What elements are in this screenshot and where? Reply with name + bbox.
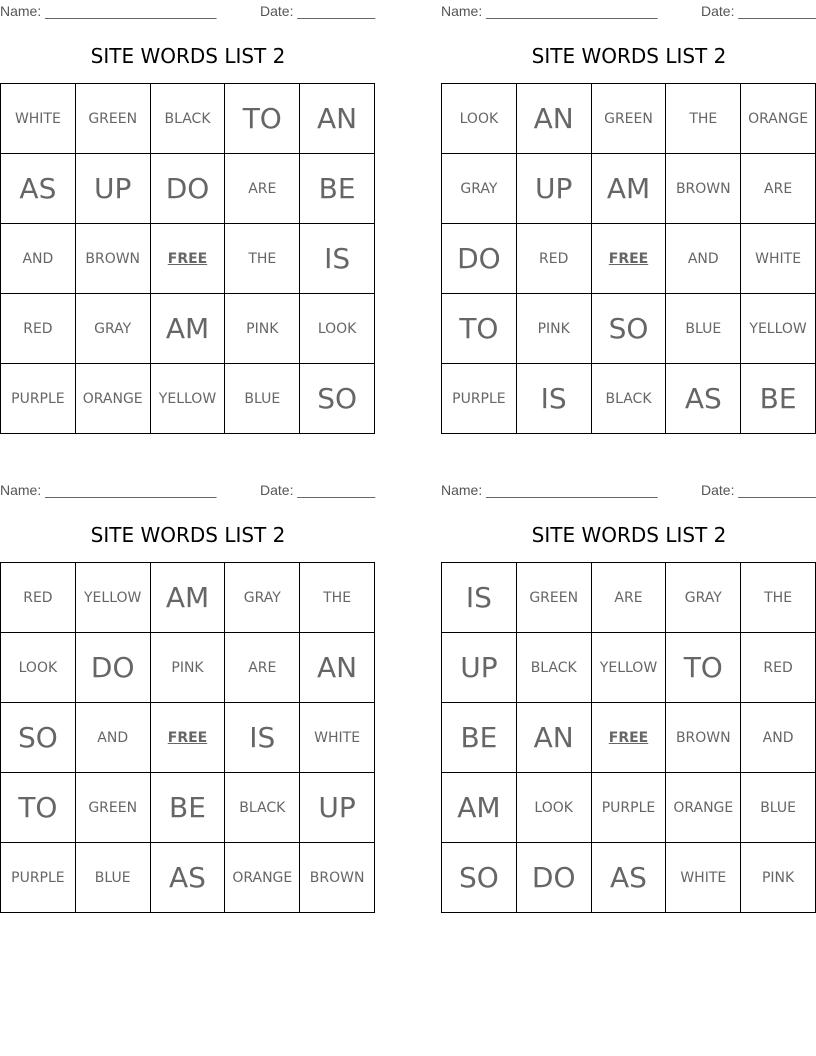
bingo-cell[interactable]: THE [666, 84, 741, 154]
free-space-cell[interactable]: FREE [151, 703, 226, 773]
bingo-cell[interactable]: BLUE [666, 294, 741, 364]
bingo-cell[interactable]: WHITE [741, 224, 816, 294]
bingo-cell[interactable]: ARE [741, 154, 816, 224]
bingo-cell[interactable]: RED [1, 563, 76, 633]
bingo-cell[interactable]: TO [442, 294, 517, 364]
card-title: SITE WORDS LIST 2 [531, 44, 727, 68]
bingo-cell[interactable]: ORANGE [666, 773, 741, 843]
bingo-cell[interactable]: PURPLE [1, 843, 76, 913]
bingo-cell[interactable]: ORANGE [225, 843, 300, 913]
bingo-cell[interactable]: YELLOW [592, 633, 667, 703]
bingo-cell[interactable]: BE [741, 364, 816, 434]
bingo-cell[interactable]: UP [442, 633, 517, 703]
bingo-cell[interactable]: AS [592, 843, 667, 913]
card-title: SITE WORDS LIST 2 [531, 523, 727, 547]
bingo-cell[interactable]: PINK [741, 843, 816, 913]
bingo-cell[interactable]: AM [592, 154, 667, 224]
card-header [0, 3, 376, 19]
bingo-cell[interactable]: AN [300, 84, 375, 154]
bingo-cell[interactable]: GRAY [666, 563, 741, 633]
bingo-grid [441, 562, 816, 913]
bingo-cell[interactable]: ARE [225, 154, 300, 224]
bingo-cell[interactable]: BLUE [225, 364, 300, 434]
name-field[interactable]: Name: ______________________ [441, 482, 658, 498]
free-space-cell[interactable]: FREE [151, 224, 226, 294]
bingo-cell[interactable]: AS [666, 364, 741, 434]
bingo-cell[interactable]: BLACK [151, 84, 226, 154]
bingo-cell[interactable]: BE [442, 703, 517, 773]
bingo-cell[interactable]: BROWN [300, 843, 375, 913]
bingo-cell[interactable]: ARE [225, 633, 300, 703]
bingo-cell[interactable]: RED [741, 633, 816, 703]
bingo-cell[interactable]: IS [442, 563, 517, 633]
bingo-cell[interactable]: PURPLE [592, 773, 667, 843]
bingo-grid [0, 83, 375, 434]
bingo-cell[interactable]: DO [76, 633, 151, 703]
bingo-cell[interactable]: PINK [225, 294, 300, 364]
bingo-cell[interactable]: YELLOW [76, 563, 151, 633]
bingo-cell[interactable]: UP [76, 154, 151, 224]
bingo-cell[interactable]: DO [517, 843, 592, 913]
bingo-cell[interactable]: AS [1, 154, 76, 224]
bingo-cell[interactable]: SO [442, 843, 517, 913]
bingo-cell[interactable]: BLACK [592, 364, 667, 434]
bingo-cell[interactable]: BROWN [666, 154, 741, 224]
bingo-cell[interactable]: BLUE [741, 773, 816, 843]
date-field[interactable]: Date: __________ [701, 482, 816, 498]
bingo-cell[interactable]: BLUE [76, 843, 151, 913]
bingo-cell[interactable]: AM [151, 294, 226, 364]
date-field[interactable]: Date: __________ [260, 3, 376, 19]
free-space-cell[interactable]: FREE [592, 703, 667, 773]
bingo-cell[interactable]: SO [1, 703, 76, 773]
bingo-cell[interactable]: GRAY [442, 154, 517, 224]
bingo-cell[interactable]: IS [517, 364, 592, 434]
bingo-grid [0, 562, 375, 913]
name-field[interactable]: Name: ______________________ [441, 3, 658, 19]
bingo-cell[interactable]: AND [1, 224, 76, 294]
bingo-cell[interactable]: PINK [517, 294, 592, 364]
bingo-cell[interactable]: LOOK [517, 773, 592, 843]
bingo-cell[interactable]: PURPLE [1, 364, 76, 434]
bingo-cell[interactable]: THE [225, 224, 300, 294]
bingo-cell[interactable]: RED [1, 294, 76, 364]
bingo-cell[interactable]: ORANGE [741, 84, 816, 154]
card-title: SITE WORDS LIST 2 [90, 523, 286, 547]
bingo-cell[interactable]: SO [592, 294, 667, 364]
bingo-cell[interactable]: YELLOW [741, 294, 816, 364]
bingo-cell[interactable]: AND [666, 224, 741, 294]
bingo-cell[interactable]: BE [151, 773, 226, 843]
bingo-cell[interactable]: UP [300, 773, 375, 843]
bingo-cell[interactable]: UP [517, 154, 592, 224]
date-field[interactable]: Date: __________ [260, 482, 376, 498]
bingo-cell[interactable]: LOOK [1, 633, 76, 703]
bingo-cell[interactable]: AND [741, 703, 816, 773]
bingo-cell[interactable]: LOOK [300, 294, 375, 364]
date-field[interactable]: Date: __________ [701, 3, 816, 19]
card-header [441, 3, 816, 19]
bingo-cell[interactable]: AS [151, 843, 226, 913]
bingo-cell[interactable]: ARE [592, 563, 667, 633]
name-field[interactable]: Name: ______________________ [0, 482, 217, 498]
bingo-cell[interactable]: LOOK [442, 84, 517, 154]
bingo-cell[interactable]: TO [225, 84, 300, 154]
card-title: SITE WORDS LIST 2 [90, 44, 286, 68]
bingo-cell[interactable]: GREEN [76, 84, 151, 154]
bingo-cell[interactable]: GREEN [76, 773, 151, 843]
bingo-cell[interactable]: AN [517, 703, 592, 773]
card-header [441, 482, 816, 498]
bingo-cell[interactable]: AN [300, 633, 375, 703]
bingo-grid [441, 83, 816, 434]
bingo-cell[interactable]: BLACK [225, 773, 300, 843]
bingo-cell[interactable]: AM [151, 563, 226, 633]
bingo-cell[interactable]: WHITE [1, 84, 76, 154]
bingo-cell[interactable]: GREEN [517, 563, 592, 633]
bingo-cell[interactable]: IS [300, 224, 375, 294]
bingo-cell[interactable]: RED [517, 224, 592, 294]
bingo-cell[interactable]: GRAY [76, 294, 151, 364]
bingo-cell[interactable]: GREEN [592, 84, 667, 154]
bingo-cell[interactable]: BROWN [76, 224, 151, 294]
bingo-cell[interactable]: AND [76, 703, 151, 773]
bingo-cell[interactable]: ORANGE [76, 364, 151, 434]
free-space-cell[interactable]: FREE [592, 224, 667, 294]
bingo-cell[interactable]: SO [300, 364, 375, 434]
bingo-cell[interactable]: WHITE [300, 703, 375, 773]
bingo-cell[interactable]: AN [517, 84, 592, 154]
name-field[interactable]: Name: ______________________ [0, 3, 217, 19]
bingo-cell[interactable]: YELLOW [151, 364, 226, 434]
bingo-cell[interactable]: AM [442, 773, 517, 843]
bingo-cell[interactable]: GRAY [225, 563, 300, 633]
bingo-cell[interactable]: IS [225, 703, 300, 773]
bingo-cell[interactable]: BLACK [517, 633, 592, 703]
bingo-cell[interactable]: WHITE [666, 843, 741, 913]
bingo-cell[interactable]: THE [741, 563, 816, 633]
bingo-cell[interactable]: THE [300, 563, 375, 633]
bingo-cell[interactable]: DO [151, 154, 226, 224]
bingo-cell[interactable]: TO [666, 633, 741, 703]
bingo-cell[interactable]: PINK [151, 633, 226, 703]
bingo-cell[interactable]: BROWN [666, 703, 741, 773]
bingo-cell[interactable]: PURPLE [442, 364, 517, 434]
bingo-cell[interactable]: TO [1, 773, 76, 843]
bingo-cell[interactable]: BE [300, 154, 375, 224]
bingo-cell[interactable]: DO [442, 224, 517, 294]
card-header [0, 482, 376, 498]
